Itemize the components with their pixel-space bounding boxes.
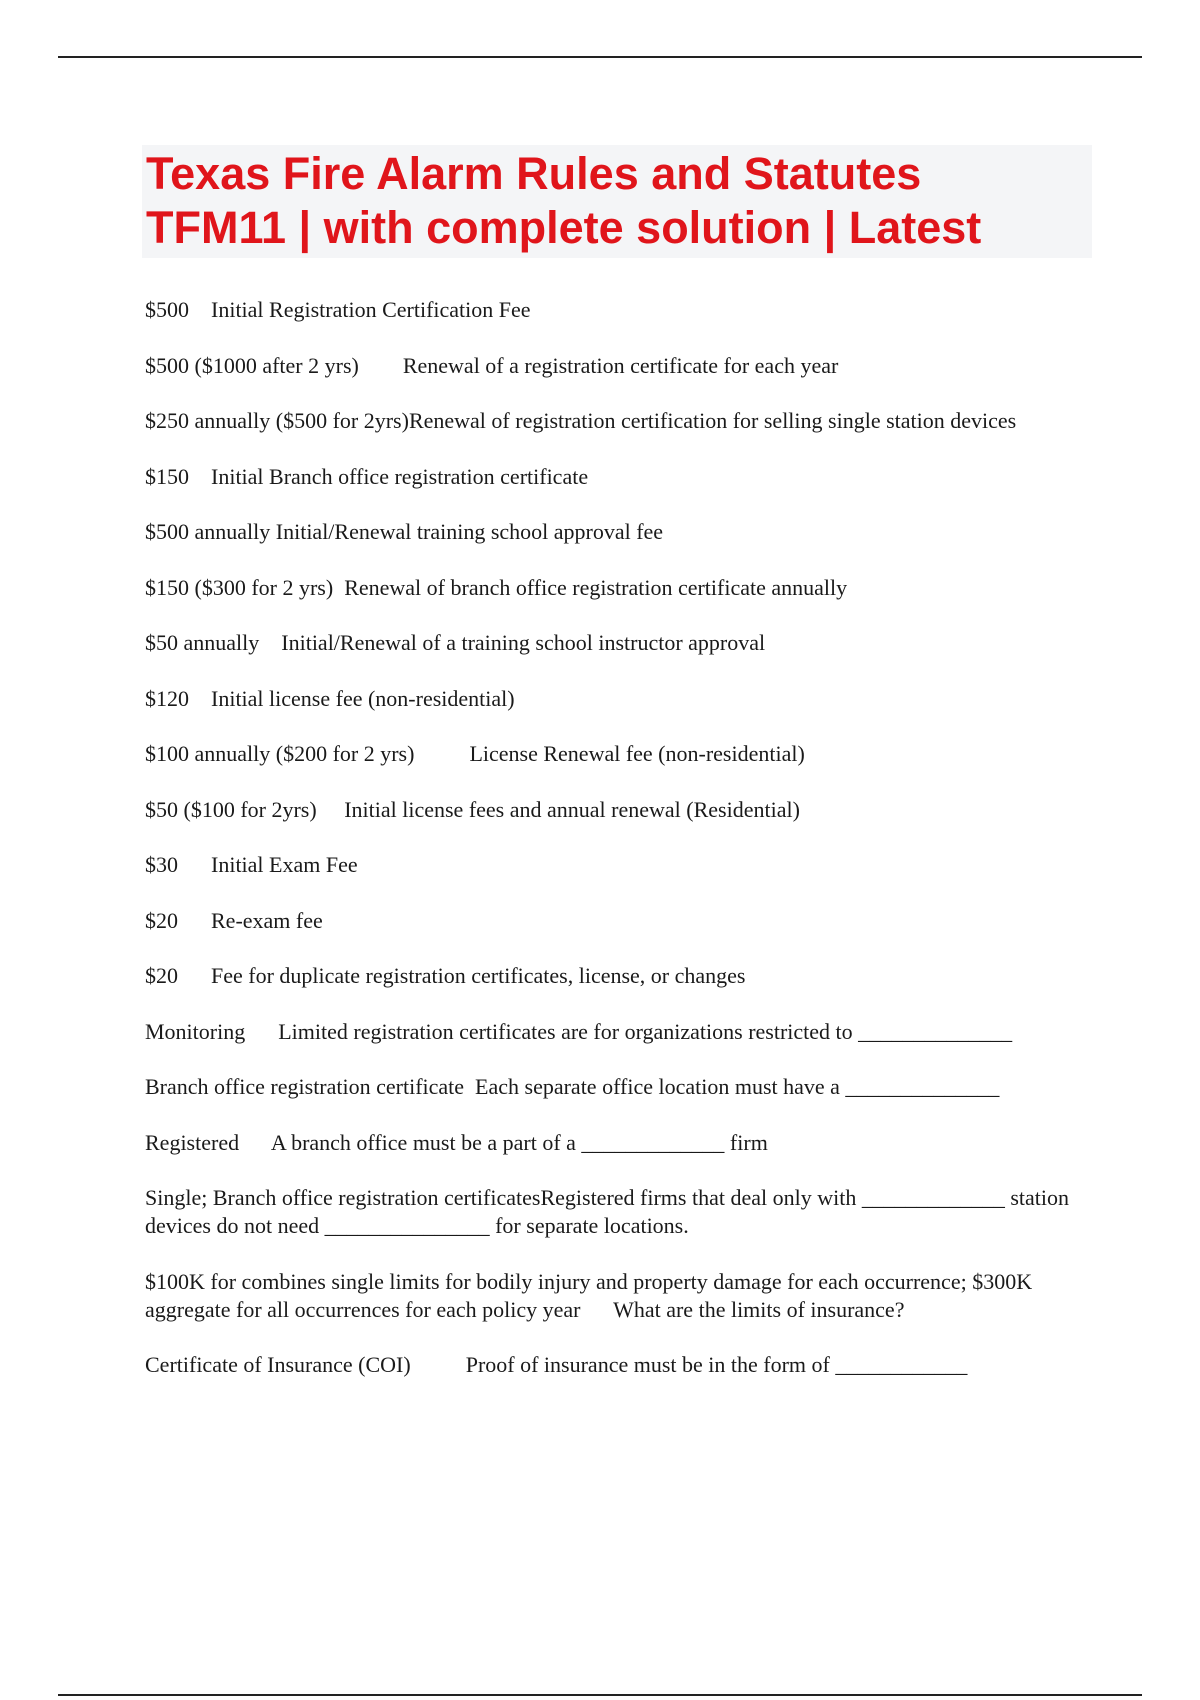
question-text: Initial Registration Certification Fee [211,297,531,322]
question-text: Re-exam fee [211,907,323,933]
qa-item [145,1268,1095,1324]
question-text: Initial license fees and annual renewal (Residential) [344,796,800,822]
answer-text: Branch office registration certificate [145,1074,465,1099]
answer-text: Monitoring [145,1018,246,1044]
answer-text: $500 ($1000 after 2 yrs) [145,352,359,378]
question-text: Renewal of registration certification for selling single station devices [408,408,1017,433]
question-text: Initial Branch office registration certificate [211,463,589,489]
answer-text: $150 ($300 for 2 yrs) [145,574,334,600]
qa-item [145,352,1095,380]
question-text: Fee for duplicate registration certificates, license, or changes [211,963,746,988]
title-line-1: Texas Fire Alarm Rules and Statutes [146,148,922,199]
question-text: Registered firms that deal only with _____________ station devices do not need _______________ for separate locations. [145,1185,1075,1238]
qa-item [145,1018,1095,1046]
qa-item [145,1351,1095,1379]
answer-text: $50 annually [145,630,260,655]
answer-text: $500 [145,297,189,322]
answer-text: $250 annually ($500 for 2yrs) [145,408,409,433]
qa-item [145,740,1095,768]
qa-list [145,296,1095,1407]
question-text: Limited registration certificates are for organizations restricted to ______________ [278,1018,1013,1044]
answer-text: $50 ($100 for 2yrs) [145,796,317,822]
qa-item [145,962,1095,990]
answer-text: $100 annually ($200 for 2 yrs) [145,741,415,766]
question-text: Initial Exam Fee [211,852,358,877]
qa-item [145,907,1095,935]
answer-text: Single; Branch office registration certificates [145,1185,541,1210]
qa-item [145,518,1095,546]
answer-text: $150 [145,463,189,489]
qa-item [145,1073,1095,1101]
question-text: A branch office must be a part of a _____________ firm [270,1129,768,1155]
header-rule [58,56,1142,58]
answer-text: $500 annually [145,519,271,544]
question-text: Renewal of a registration certificate for each year [402,352,839,378]
qa-item [145,685,1095,713]
title-line-2: TFM11 | with complete solution | Latest [146,202,982,253]
question-text: Each separate office location must have a ______________ [475,1074,1000,1099]
answer-text: $20 [145,963,178,988]
title-banner [142,145,1092,258]
question-text: Proof of insurance must be in the form of ____________ [465,1352,968,1377]
answer-text: $120 [145,685,189,711]
qa-item [145,407,1095,435]
answer-text: Certificate of Insurance (COI) [145,1352,411,1377]
question-text: Initial/Renewal training school approval fee [275,519,664,544]
answer-text: Registered [145,1129,240,1155]
answer-text: $100K for combines single limits for bodily injury and property damage for each occurrence; $300K aggregate for all occurrences for each policy year [145,1268,1038,1322]
qa-item [145,796,1095,824]
question-text: Renewal of branch office registration certificate annually [344,574,848,600]
question-text: Initial/Renewal of a training school instructor approval [281,630,766,655]
answer-text: $20 [145,907,178,933]
question-text: What are the limits of insurance? [613,1296,905,1322]
qa-item [145,296,1095,324]
footer-rule [58,1694,1142,1696]
answer-text: $30 [145,852,178,877]
question-text: Initial license fee (non-residential) [211,685,515,711]
qa-item [145,1129,1095,1157]
qa-item [145,851,1095,879]
qa-item [145,463,1095,491]
qa-item [145,1184,1095,1240]
question-text: License Renewal fee (non-residential) [469,741,805,766]
qa-item [145,574,1095,602]
qa-item [145,629,1095,657]
document-title [142,145,1092,255]
